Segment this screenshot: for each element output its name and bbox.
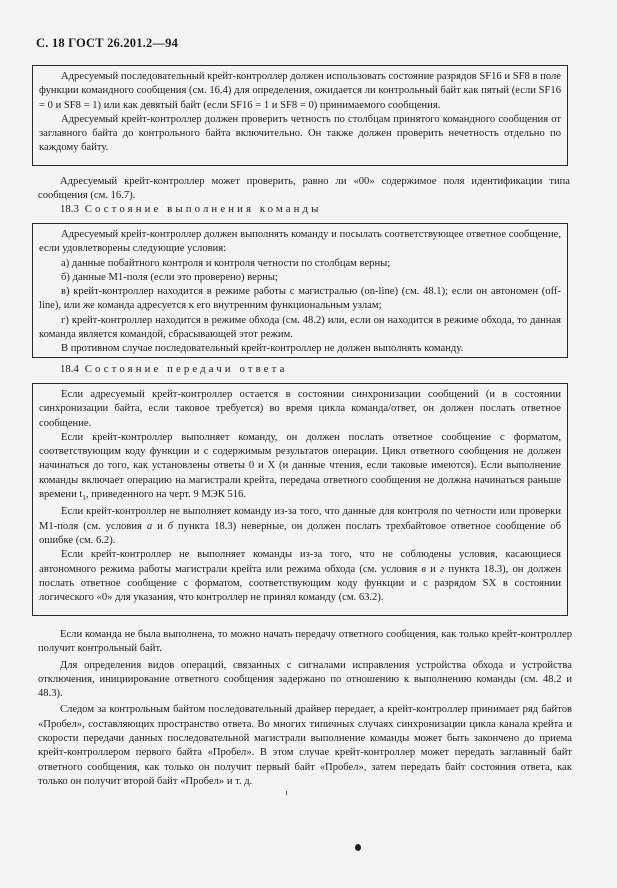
box3-p2-subscript: 1	[82, 494, 86, 503]
box1-paragraph-1: Адресуемый последовательный крейт-контроллер должен использовать состояние разрядов SF16 и SF8 в поле функции командного сообщения (см. 16.4) для определения, ожидается ли контрольный байт как пятый (если SF16 = 0 и SF8 = 1) или как девятый байт (если SF16 = 1 и SF8 = 0) принимаемого сообщения.	[39, 71, 561, 111]
box2-condition-b: б) данные М1-поля (если это проверено) верны;	[61, 271, 278, 283]
box3-paragraph-4	[39, 548, 561, 605]
section-18-3-title: Состояние выполнения команды	[84, 203, 322, 215]
body-text	[38, 628, 572, 789]
scan-dot	[355, 844, 361, 851]
box3-p4-text-a: Если крейт-контроллер не выполняет команды из-за того, что не соблюдены условия, касающиеся автономного режима работы магистрали крейта или режима обхода (см. условия	[39, 549, 561, 575]
box3-p3-text-b: пункта 18.3) неверные, он должен послать трехбайтовое ответное сообщение об ошибке (см. 6.2).	[39, 520, 561, 547]
box3-p2-text-a: Если крейт-контроллер выполняет команду, он должен послать ответное сообщение с форматом, соответствующим коду функции и с содержимым результатов операции. Цикл ответного сообщения не должен начинаться до того, как установлены ответы 0 и X (и данные чтения, если таковые имеются). Если выполнение команды включает операцию на магистрали крейта, передача ответного сообщения не должна начинаться раньше времени t	[39, 431, 561, 501]
box-execution-conditions	[32, 223, 568, 358]
paragraph-3: Следом за контрольным байтом последовательный драйвер передает, а крейт-контроллер принимает ряд байтов «Пробел», составляющих пространство ответа. Во многих типичных случаях синхронизации цикла канала крейта и скорости передачи данных последовательной магистрали выполнение команды может быть закончено до приема крейт-контроллером первого байта «Пробел». В этом случае крейт-контроллер может передать заглавный байт ответного сообщения, как только он получит первый байт «Пробел», затем передать байт состояния ответа, как только он получит второй байт «Пробел» и т. д.	[38, 704, 572, 787]
page-header: С. 18 ГОСТ 26.201.2—94	[36, 36, 179, 50]
box-parity-check	[32, 65, 568, 166]
box3-paragraph-3	[39, 505, 561, 548]
section-18-3-heading	[60, 203, 322, 215]
box2-condition-a: а) данные побайтного контроля и контроля четности по столбцам верны;	[61, 257, 391, 269]
box2-condition-d: г) крейт-контроллер находится в режиме обхода (см. 48.2) или, если он находится в режиме обхода, то данная команда является командой, сбрасывающей этот режим.	[39, 314, 561, 341]
scan-mark	[286, 791, 287, 795]
box3-p4-text-mid: и	[426, 563, 441, 575]
box3-p3-italic-a: а	[146, 520, 153, 532]
box3-p4-italic-b: г	[440, 563, 445, 575]
paragraph-2: Для определения видов операций, связанных с сигналами исправления устройства обхода и устройства отключения, инициирование ответного сообщения задержано по отношению к выполнению команды (см. 48.2 и 48.3).	[38, 659, 572, 700]
box3-p3-text-mid: и	[152, 520, 168, 532]
section-18-4-heading	[60, 363, 287, 375]
box3-p3-italic-b: б	[167, 520, 174, 532]
paragraph-message-type: Адресуемый крейт-контроллер может проверить, равно ли «00» содержимое поля идентификации типа сообщения (см. 16.7).	[38, 176, 570, 202]
box3-p4-italic-a: в	[421, 563, 426, 575]
box3-paragraph-2	[39, 431, 561, 506]
box2-intro: Адресуемый крейт-контроллер должен выполнять команду и посылать соответствующее ответное сообщение, если удовлетворены следующие условия:	[39, 229, 561, 255]
box3-paragraph-1: Если адресуемый крейт-контроллер остается в состоянии синхронизации сообщений (и в состоянии синхронизации байта, если таковое требуется) во время цикла команда/ответ, он должен послать ответное сообщение.	[39, 389, 561, 429]
section-18-4-number: 18.4	[60, 363, 79, 375]
paragraph-1: Если команда не была выполнена, то можно начать передачу ответного сообщения, как только крейт-контроллер получит контрольный байт.	[38, 629, 572, 655]
box2-condition-c: в) крейт-контроллер находится в режиме работы с магистралью (on-line) (см. 48.1); если он автономен (off-line), или же команда адресуется к его внутренним функциональным узлам;	[39, 286, 561, 312]
box2-last: В противном случае последовательный крейт-контроллер не должен выполнять команду.	[61, 343, 464, 355]
box3-p3-text-a: Если крейт-контроллер не выполняет команду из-за того, что данные для контроля по четности или проверки М1-поля (см. условия	[39, 506, 561, 532]
box1-paragraph-2: Адресуемый крейт-контроллер должен проверить четность по столбцам принятого командного сообщения от заглавного байта до контрольного байта включительно. Он также должен проверить нечетность отдельно по каждому байту.	[39, 113, 561, 154]
section-18-3-number: 18.3	[60, 203, 79, 215]
section-18-4-title: Состояние передачи ответа	[84, 363, 288, 375]
box-response-transfer	[32, 383, 568, 616]
box3-p2-text-b: , приведенного на черт. 9 МЭК 516.	[85, 489, 246, 501]
box3-p4-text-b: пункта 18.3), он должен послать ответное сообщение с форматом, соответствующим коду функции и с разрядом SX в состоянии логического «0» для указания, что контроллер не принял команду (см. 63.2).	[39, 563, 562, 604]
